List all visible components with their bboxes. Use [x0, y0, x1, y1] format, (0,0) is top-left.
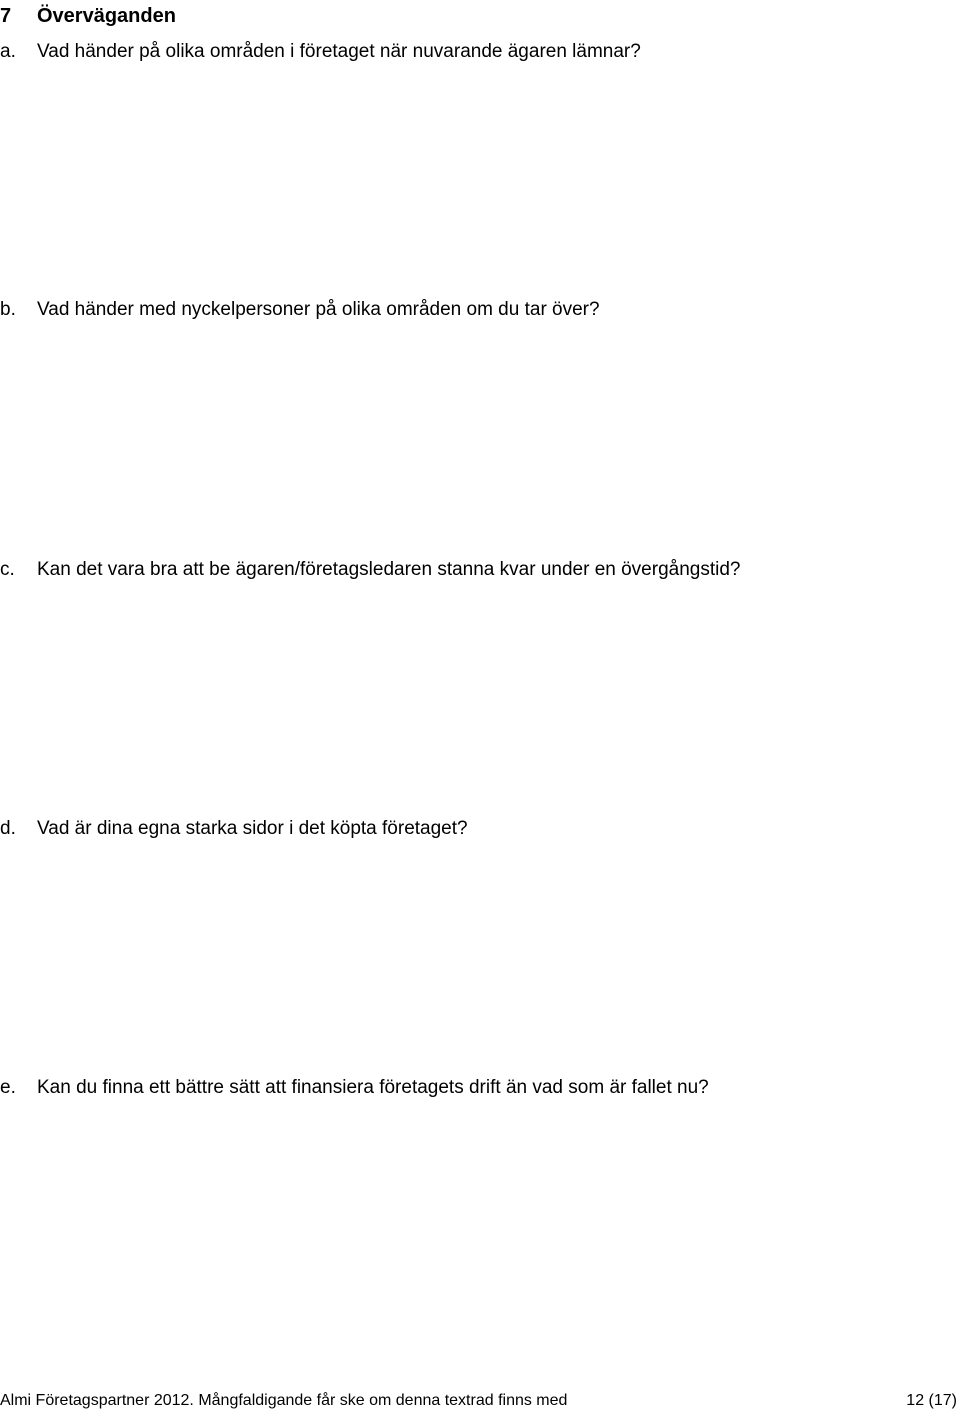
question-text: Vad är dina egna starka sidor i det köpta företaget?	[37, 818, 468, 839]
question-text: Vad händer med nyckelpersoner på olika områden om du tar över?	[37, 299, 600, 320]
footer-copyright: Almi Företagspartner 2012. Mångfaldigande får ske om denna textrad finns med	[0, 1392, 568, 1409]
question-letter: b.	[0, 299, 16, 320]
question-d	[0, 817, 468, 841]
page-number: 12 (17)	[906, 1392, 957, 1409]
question-letter: c.	[0, 559, 15, 580]
question-a	[0, 40, 641, 64]
section-number: 7	[0, 5, 12, 27]
question-letter: d.	[0, 818, 16, 839]
section-heading	[0, 4, 176, 28]
question-c	[0, 558, 740, 582]
question-b	[0, 298, 600, 322]
section-title: Överväganden	[37, 5, 176, 27]
question-text: Kan det vara bra att be ägaren/företagsledaren stanna kvar under en övergångstid?	[37, 559, 741, 580]
question-e	[0, 1076, 709, 1100]
question-letter: e.	[0, 1077, 16, 1098]
question-text: Vad händer på olika områden i företaget när nuvarande ägaren lämnar?	[37, 41, 641, 62]
question-text: Kan du finna ett bättre sätt att finansiera företagets drift än vad som är fallet nu?	[37, 1077, 709, 1098]
question-letter: a.	[0, 41, 16, 62]
